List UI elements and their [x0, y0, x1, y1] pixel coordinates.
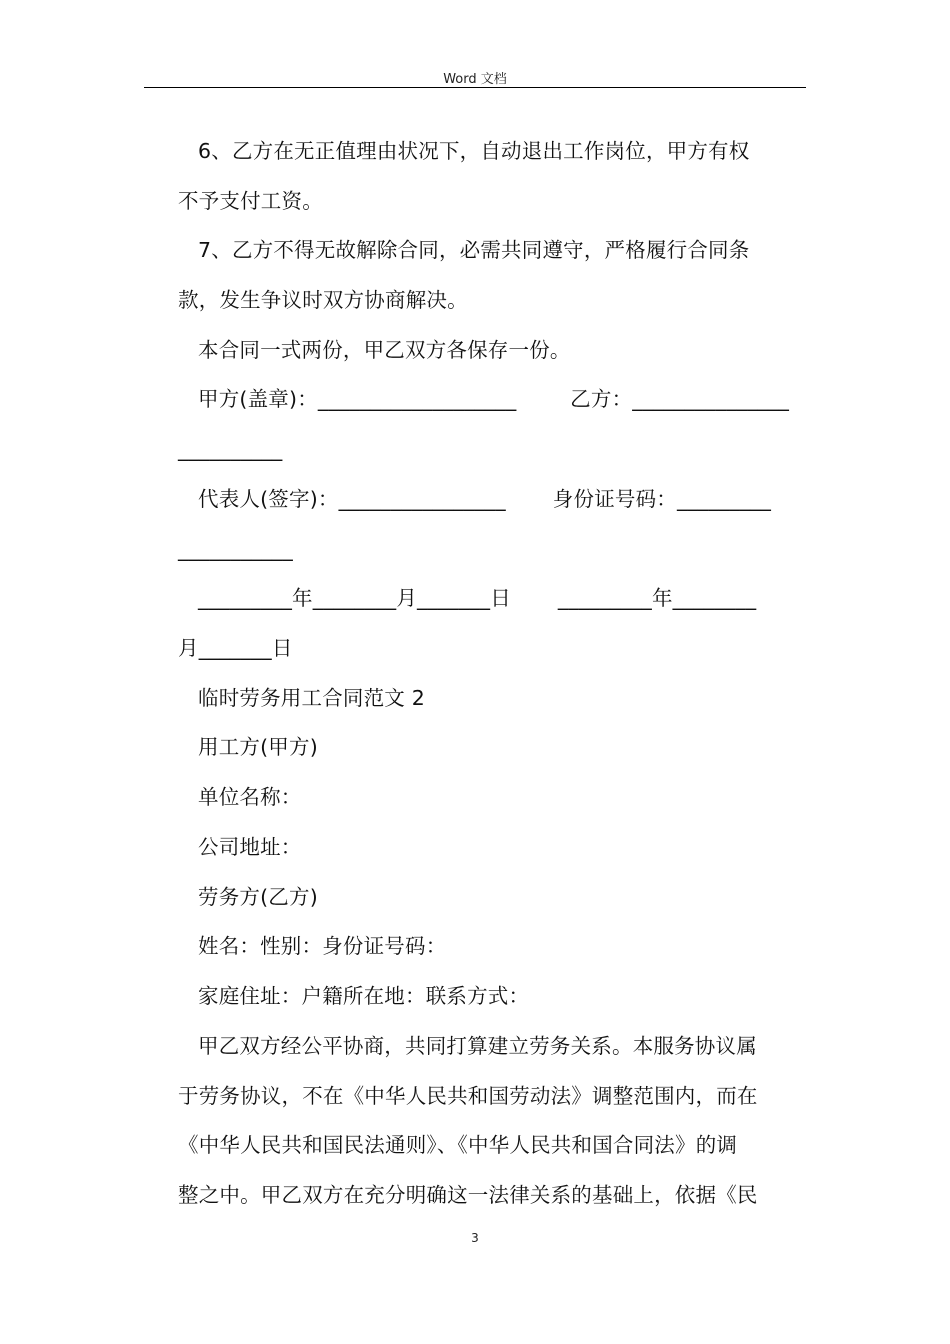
header-title: Word 文档: [443, 72, 507, 87]
date-line: _________年________月_______日 _________年________: [198, 586, 757, 610]
agreement-paragraph-line-1: 甲乙双方经公平协商，共同打算建立劳务关系。本服务协议属: [198, 1034, 757, 1058]
date-line-cont: 月_______日: [178, 636, 293, 660]
agreement-paragraph-line-4: 整之中。甲乙双方在充分明确这一法律关系的基础上，依据《民: [178, 1183, 758, 1207]
copies-statement: 本合同一式两份，甲乙双方各保存一份。: [198, 338, 571, 362]
section-title: 临时劳务用工合同范文 2: [198, 686, 425, 710]
employer-heading: 用工方(甲方): [198, 735, 318, 759]
clause-6-line-1: 6、乙方在无正值理由状况下，自动退出工作岗位，甲方有权: [198, 139, 750, 163]
worker-contact-fields: 家庭住址：户籍所在地：联系方式：: [198, 984, 530, 1008]
signature-party-line-cont: __________: [178, 437, 283, 461]
representative-id-line-cont: ___________: [178, 537, 293, 561]
clause-6-line-2: 不予支付工资。: [178, 189, 323, 213]
agreement-paragraph-line-2: 于劳务协议，不在《中华人民共和国劳动法》调整范围内，而在: [178, 1084, 758, 1108]
page-number: 3: [471, 1231, 479, 1245]
company-name-field: 单位名称：: [198, 785, 302, 809]
agreement-paragraph-line-3: 《中华人民共和国民法通则》、《中华人民共和国合同法》的调: [178, 1133, 738, 1157]
worker-heading: 劳务方(乙方): [198, 885, 318, 909]
signature-party-line: 甲方(盖章)：___________________ 乙方：_______________: [198, 387, 790, 411]
worker-identity-fields: 姓名：性别：身份证号码：: [198, 934, 447, 958]
representative-id-line: 代表人(签字)：________________ 身份证号码：_________: [198, 487, 772, 511]
clause-7-line-2: 款，发生争议时双方协商解决。: [178, 288, 468, 312]
company-address-field: 公司地址：: [198, 835, 302, 859]
header-divider: [144, 87, 806, 88]
clause-7-line-1: 7、乙方不得无故解除合同，必需共同遵守，严格履行合同条: [198, 238, 750, 262]
